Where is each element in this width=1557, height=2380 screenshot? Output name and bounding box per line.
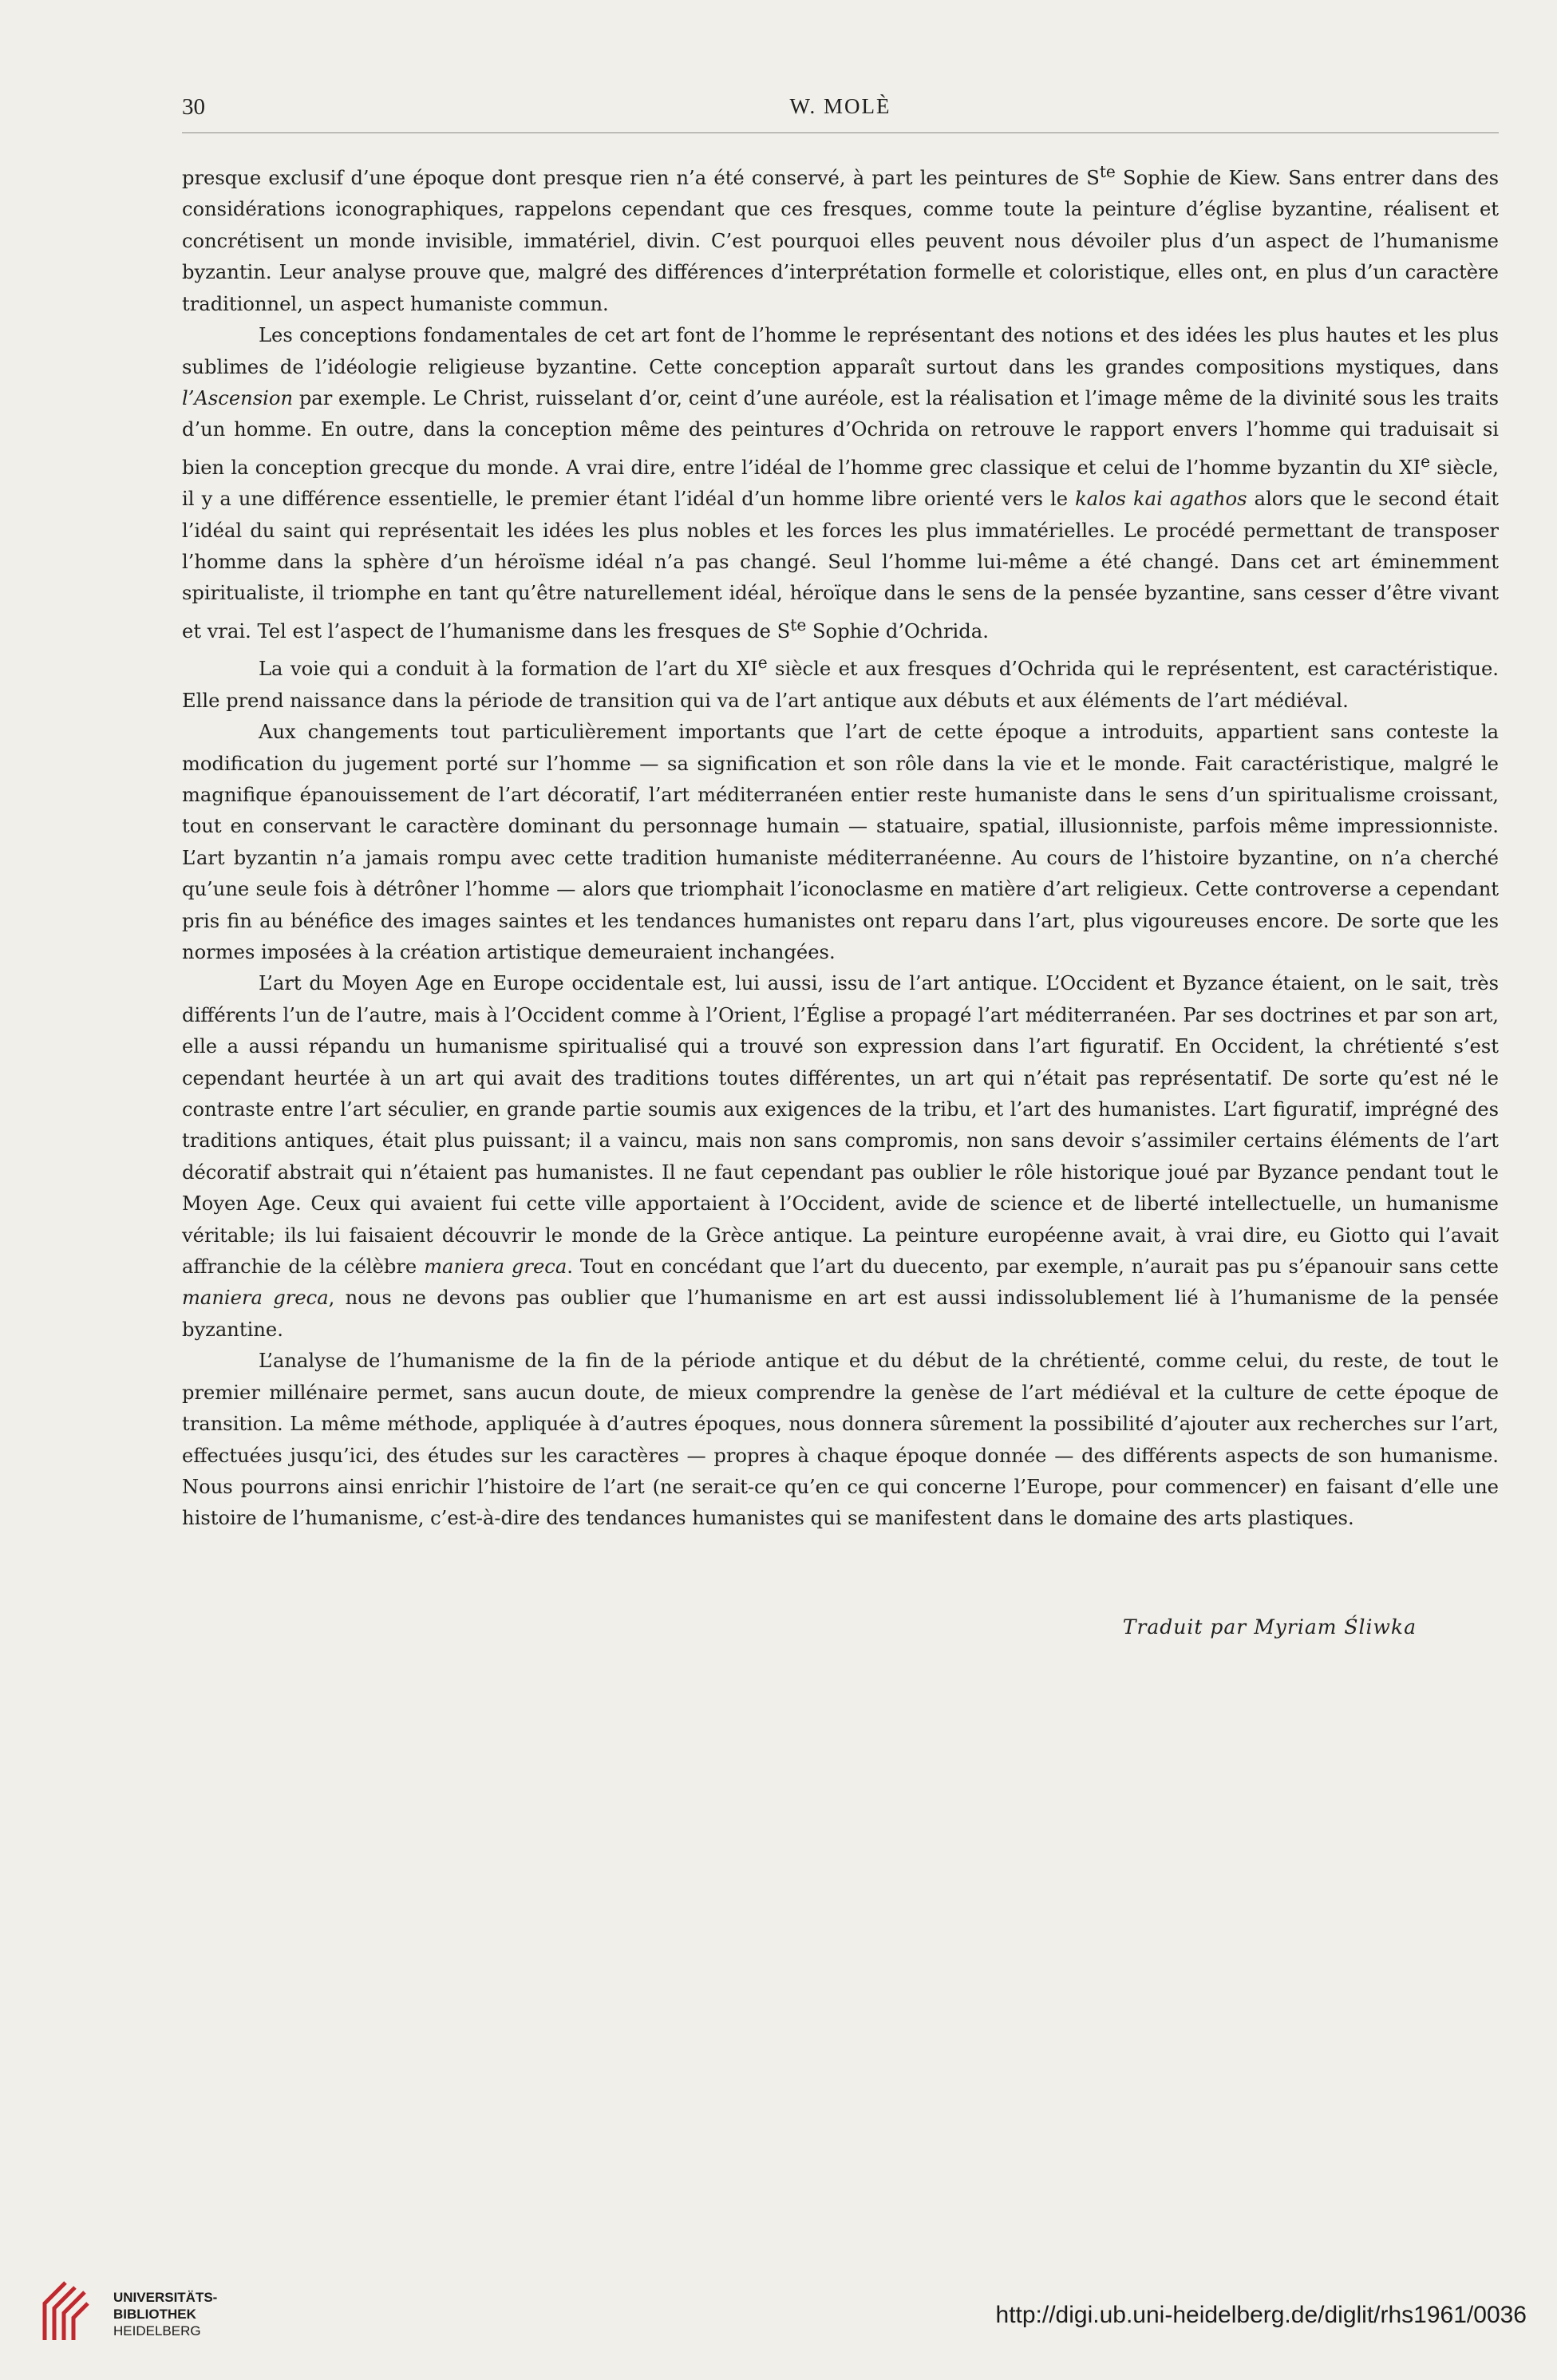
library-logo-icon <box>38 2279 91 2342</box>
page-number: 30 <box>182 94 205 120</box>
library-logo[interactable] <box>30 2279 286 2343</box>
header-rule <box>182 132 1499 133</box>
paragraph-2: Les conceptions fondamentales de cet art font de l’homme le représentant des notions et des idées les plus hautes et les plus sublimes de l’idéologie religieuse byzantine. Cette conception apparaît surtout dans les grandes compositions mystiques, dans l’Ascension par exemple. Le Christ, ruisselant d’or, ceint d’une auréole, est la réalisation et l’image même de la divinité sous les traits d’un homme. En outre, dans la conception même des peintures d’Ochrida on retrouve le rapport envers l’homme qui traduisait si bien la conception grecque du monde. A vrai dire, entre l’idéal de l’homme grec classique et celui de l’homme byzantin du XIe siècle, il y a une différence essentielle, le premier étant l’idéal d’un homme libre orienté vers le kalos kai agathos alors que le second était l’idéal du saint qui représentait les idées les plus nobles et les forces les plus immatérielles. Le procédé permettant de transposer l’homme dans la sphère d’un héroïsme idéal n’a pas changé. Seul l’homme lui-même a été changé. Dans cet art éminemment spiritualiste, il triomphe en tant qu’être naturellement idéal, héroïque dans le sens de la pensée byzantine, sans cesser d’être vivant et vrai. Tel est l’aspect de l’humanisme dans les fresques de $S^{te}$ Sophie d’Ochrida. <box>182 324 1499 642</box>
library-name <box>113 2289 217 2339</box>
paragraph-4: Aux changements tout particulièrement importants que l’art de cette époque a introduits, appartient sans conteste la modification du jugement porté sur l’homme — sa signification et son rôle dans la vie et le monde. Fait caractéristique, malgré le magnifique épanouissement de l’art décoratif, l’art méditerranéen entier reste humaniste dans le sens d’un spiritualisme croissant, tout en conservant le caractère dominant du personnage humain — statuaire, spatial, illusionniste, parfois même impressionniste. L’art byzantin n’a jamais rompu avec cette tradition humaniste méditerranéenne. Au cours de l’histoire byzantine, on n’a cherché qu’une seule fois à détrôner l’homme — alors que triomphait l’iconoclasme en matière d’art religieux. Cette controverse a cependant pris fin au bénéfice des images saintes et les tendances humanistes ont reparu dans l’art, plus vigoureuses encore. De sorte que les normes imposées à la création artistique demeuraient inchangées. <box>182 721 1499 963</box>
paragraph-6: L’analyse de l’humanisme de la fin de la période antique et du début de la chrétienté, comme celui, du reste, de tout le premier millénaire permet, sans aucun doute, de mieux comprendre la genèse de l’art médiéval et la culture de cette époque de transition. La même méthode, appliquée à d’autres époques, nous donnera sûrement la possibilité d’ajouter aux recherches sur l’art, effectuées jusqu’ici, des études sur les caractères — propres à chaque époque donnée — des différents aspects de son humanisme. Nous pourrons ainsi enrichir l’histoire de l’art (ne serait-ce qu’en ce qui concerne l’Europe, pour commencer) en faisant d’elle une histoire de l’humanisme, c’est-à-dire des tendances humanistes qui se manifestent dans le domaine des arts plastiques. <box>182 1350 1499 1530</box>
paragraph-3: La voie qui a conduit à la formation de l’art du XIe siècle et aux fresques d’Ochrida qui le représentent, est caractéristique. Elle prend naissance dans la période de transition qui va de l’art antique aux débuts et aux éléments de l’art médiéval. <box>182 653 1499 712</box>
library-name-line-1: UNIVERSITÄTS- <box>113 2290 218 2305</box>
translator-credit: Traduit par Myriam Śliwka <box>1122 1615 1417 1639</box>
paragraph-5: L’art du Moyen Age en Europe occidentale est, lui aussi, issu de l’art antique. L’Occident et Byzance étaient, on le sait, très différents l’un de l’autre, mais à l’Occident comme à l’Orient, l’Église a propagé l’art méditerranéen. Par ses doctrines et par son art, elle a aussi répandu un humanisme spiritualisé qui a trouvé son expression dans l’art figuratif. En Occident, la chrétienté s’est cependant heurtée à un art qui avait des traditions toutes différentes, un art qui n’était pas représentatif. De sorte qu’est né le contraste entre l’art séculier, en grande partie soumis aux exigences de la tribu, et l’art des humanistes. L’art figuratif, imprégné des traditions antiques, était plus puissant; il a vaincu, mais non sans compromis, non sans devoir s’assimiler certains éléments de l’art décoratif abstrait qui n’étaient pas humanistes. Il ne faut cependant pas oublier le rôle historique joué par Byzance pendant tout le Moyen Age. Ceux qui avaient fui cette ville apportaient à l’Occident, avide de science et de liberté intellectuelle, un humanisme véritable; ils lui faisaient découvrir le monde de la Grèce antique. La peinture européenne avait, à vrai dire, eu Giotto qui l’avait affranchie de la célèbre maniera greca. Tout en concédant que l’art du duecento, par exemple, n’aurait pas pu s’épanouir sans cette maniera greca, nous ne devons pas oublier que l’humanisme en art est aussi indissolublement lié à l’humanisme de la pensée byzantine. <box>182 972 1499 1341</box>
paragraph-1: presque exclusif d’une époque dont presque rien n’a été conservé, à part les peintures de $S^{te}$ Sophie de Kiew. Sans entrer dans des considérations iconographiques, rappelons cependant que ces fresques, comme toute la peinture d’église byzantine, réalisent et concrétisent un monde invisible, immatériel, divin. C’est pourquoi elles peuvent nous dévoiler plus d’un aspect de l’humanisme byzantin. Leur analyse prouve que, malgré des différences d’interprétation formelle et coloristique, elles ont, en plus d’un caractère traditionnel, un aspect humaniste commun. <box>182 162 1499 315</box>
running-head: W. MOLÈ <box>789 94 891 118</box>
library-name-line-2: BIBLIOTHEK <box>113 2307 196 2322</box>
page-header <box>182 94 1499 136</box>
library-name-line-3: HEIDELBERG <box>113 2323 201 2338</box>
article-body <box>182 156 1499 1535</box>
permalink-url[interactable]: http://digi.ub.uni-heidelberg.de/diglit/rhs1961/0036 <box>995 2302 1527 2328</box>
